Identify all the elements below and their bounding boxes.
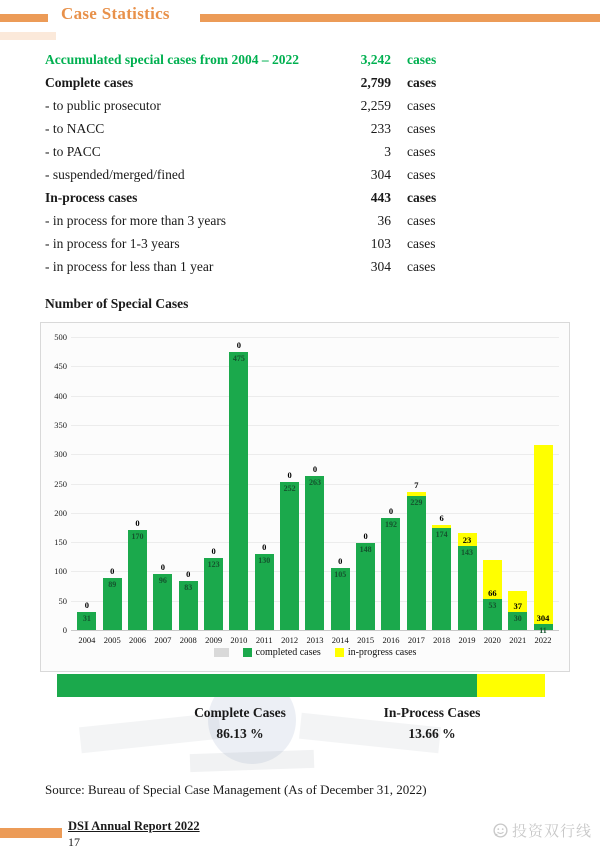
completed-value-label: 130 [258,555,271,565]
x-axis-year-label: 2011 [255,635,273,645]
channel-watermark-text: 投资双行线 [511,824,592,840]
stats-row [45,71,459,94]
x-axis-year-label: 2017 [407,635,425,645]
stats-row-value: 2,259 [360,98,391,113]
stats-row-label: Accumulated special cases from 2004 – 2022 [45,52,299,67]
in-progress-value-label: 0 [312,463,318,474]
in-progress-value-label: 37 [513,601,522,612]
legend-item-completed-cases [243,647,321,658]
chart-bar-2010 [229,337,248,645]
in-progress-value-label: 7 [414,479,419,490]
in-progress-value-label: 0 [388,505,394,516]
legend-label: in-progress cases [347,647,417,658]
legend-swatch [335,648,344,657]
completed-value-label: 252 [283,484,296,494]
complete-cases-label: Complete Cases [194,705,286,720]
in-progress-value-label: 0 [287,470,292,481]
complete-ratio-segment [57,674,477,697]
x-axis-year-label: 2010 [230,635,248,645]
y-axis-tick-label: 0 [62,625,67,635]
chart-legend [71,647,559,658]
complete-cases-summary [135,702,345,744]
stats-row-unit: cases [407,75,437,90]
completed-value-label: 229 [410,497,423,507]
x-axis-year-label: 2019 [458,635,476,645]
legend-item-blank [214,648,229,657]
legend-label: completed cases [255,647,321,658]
stats-row-label: Complete cases [45,75,134,90]
chart-bar-2014 [331,337,350,645]
completed-value-label: 89 [108,579,117,589]
header-rule-shadow [0,32,56,40]
stats-row-unit: cases [407,98,436,113]
stats-row-label: - suspended/merged/fined [45,167,185,182]
in-progress-value-label: 0 [110,565,115,576]
in-progress-value-label: 0 [84,599,89,610]
legend-swatch [243,648,252,657]
stats-row-unit: cases [407,190,437,205]
x-axis-year-label: 2004 [78,635,96,645]
y-axis-tick-label: 450 [54,361,67,372]
in-progress-value-label: 0 [135,518,140,529]
chart-bar-2013 [305,337,324,645]
stats-row-unit: cases [407,52,437,67]
completed-value-label: 143 [461,548,473,558]
stats-row [45,48,459,71]
completed-value-label: 53 [488,600,497,610]
completed-bar-segment [255,554,274,630]
chart-bar-2008 [179,337,198,645]
chart-bar-2006 [128,337,147,645]
stats-row-label: - to PACC [45,144,101,159]
chart-bar-2021 [508,337,527,645]
completed-value-label: 30 [513,614,522,624]
x-axis-year-label: 2014 [331,635,349,645]
complete-cases-percent: 86.13 % [216,726,264,741]
stats-row-label: - in process for more than 3 years [45,213,227,228]
in-progress-value-label: 0 [186,569,191,580]
chart-bar-2022 [534,337,553,645]
stats-row [45,186,459,209]
in-progress-value-label: 0 [363,531,368,542]
x-axis-year-label: 2020 [483,635,501,645]
chart-bar-2017 [407,337,426,645]
stats-row-label: - in process for less than 1 year [45,259,214,274]
x-axis-year-label: 2016 [382,635,400,645]
stats-row-value: 103 [370,236,391,251]
x-axis-year-label: 2021 [509,635,527,645]
chart-bar-2009 [204,337,223,645]
y-axis-tick-label: 50 [58,595,67,606]
completed-value-label: 96 [158,575,167,585]
stats-row-label: - to NACC [45,121,105,136]
x-axis-year-label: 2015 [357,635,375,645]
x-axis-year-label: 2007 [154,635,172,645]
stats-row-value: 304 [370,167,391,182]
chart-plot-area [71,337,559,645]
completed-bar-segment [305,476,324,630]
case-statistics-table [45,48,459,278]
completed-value-label: 192 [384,519,397,529]
stats-row-value: 443 [370,190,391,205]
in-process-cases-percent: 13.66 % [408,726,456,741]
in-progress-bar-segment [432,525,451,529]
page-number: 17 [68,835,80,849]
x-axis-year-label: 2013 [306,635,324,645]
in-progress-value-label: 0 [211,545,216,556]
chart-bar-2005 [103,337,122,645]
bar-columns [71,337,559,645]
y-axis-tick-label: 200 [54,507,67,518]
stats-row [45,117,459,140]
chart-title: Number of Special Cases [45,296,189,311]
stats-row-unit: cases [407,213,436,228]
completed-bar-segment [356,543,375,630]
stats-row-value: 3,242 [360,52,391,67]
stats-row-value: 2,799 [360,75,391,90]
completed-value-label: 170 [131,532,144,542]
completed-value-label: 11 [539,625,547,635]
in-progress-value-label: 304 [536,612,550,623]
in-progress-value-label: 23 [462,535,472,546]
in-progress-value-label: 0 [160,561,165,572]
x-axis-year-label: 2009 [205,635,223,645]
in-progress-value-label: 66 [488,587,497,598]
y-axis-tick-label: 350 [54,419,67,430]
legend-swatch [214,648,229,657]
in-progress-value-label: 0 [338,556,343,567]
source-note: Source: Bureau of Special Case Management (As of December 31, 2022) [45,782,427,797]
in-process-cases-label: In-Process Cases [383,705,481,720]
stats-row [45,255,459,278]
completed-value-label: 31 [82,613,91,623]
stats-row-unit: cases [407,144,436,159]
in-process-cases-summary [327,702,537,744]
stats-row [45,232,459,255]
page-title: Case Statistics [61,4,170,23]
stats-row [45,163,459,186]
summary-ratio-bar [57,674,545,697]
stats-row-value: 233 [370,121,391,136]
channel-watermark [492,820,592,841]
stats-row-unit: cases [407,167,436,182]
completed-bar-segment [229,352,248,630]
x-axis-year-label: 2012 [281,635,299,645]
stats-row-unit: cases [407,236,436,251]
completed-value-label: 105 [334,570,347,580]
stats-row-unit: cases [407,121,436,136]
y-axis-tick-label: 150 [54,537,67,548]
y-axis-tick-label: 400 [54,390,67,401]
completed-value-label: 475 [232,353,245,363]
y-axis-tick-label: 500 [54,332,67,342]
y-axis-tick-label: 100 [54,566,67,577]
chart-bar-2019 [458,337,477,645]
special-cases-chart [40,322,570,672]
stats-row-value: 3 [384,144,391,159]
completed-value-label: 174 [435,530,448,540]
stats-row [45,140,459,163]
x-axis-year-label: 2008 [179,635,197,645]
footer-report-title: DSI Annual Report 2022 [68,819,200,833]
stats-row-label: - to public prosecutor [45,98,161,113]
chart-bar-2018 [432,337,451,645]
completed-bar-segment [381,518,400,631]
completed-value-label: 123 [207,559,220,569]
stats-row-label: In-process cases [45,190,138,205]
y-axis-tick-label: 300 [54,449,67,460]
stats-row [45,209,459,232]
footer-rule [0,828,62,838]
stats-row-value: 36 [377,213,391,228]
chart-bar-2015 [356,337,375,645]
completed-bar-segment [280,482,299,630]
legend-item-in-progress-cases [335,647,417,658]
x-axis-year-label: 2005 [103,635,121,645]
header-rule-left [0,14,48,22]
smiley-chat-icon [492,822,509,839]
x-axis-year-label: 2022 [534,635,552,645]
stats-row [45,94,459,117]
chart-bar-2020 [483,337,502,645]
in-progress-bar-segment [534,445,553,623]
in-progress-value-label: 0 [236,339,242,350]
completed-value-label: 83 [184,583,193,593]
x-axis-year-label: 2018 [433,635,451,645]
stats-row-unit: cases [407,259,436,274]
in-progress-bar-segment [407,492,426,496]
stats-row-value: 304 [370,259,391,274]
in-progress-value-label: 6 [439,512,444,523]
header-rule-right [200,14,600,22]
x-axis-year-label: 2006 [129,635,147,645]
y-axis-tick-label: 250 [54,478,67,489]
completed-value-label: 148 [359,545,372,555]
in-process-ratio-segment [477,674,545,697]
completed-value-label: 263 [308,477,321,487]
in-progress-value-label: 0 [262,541,267,552]
stats-row-label: - in process for 1-3 years [45,236,180,251]
